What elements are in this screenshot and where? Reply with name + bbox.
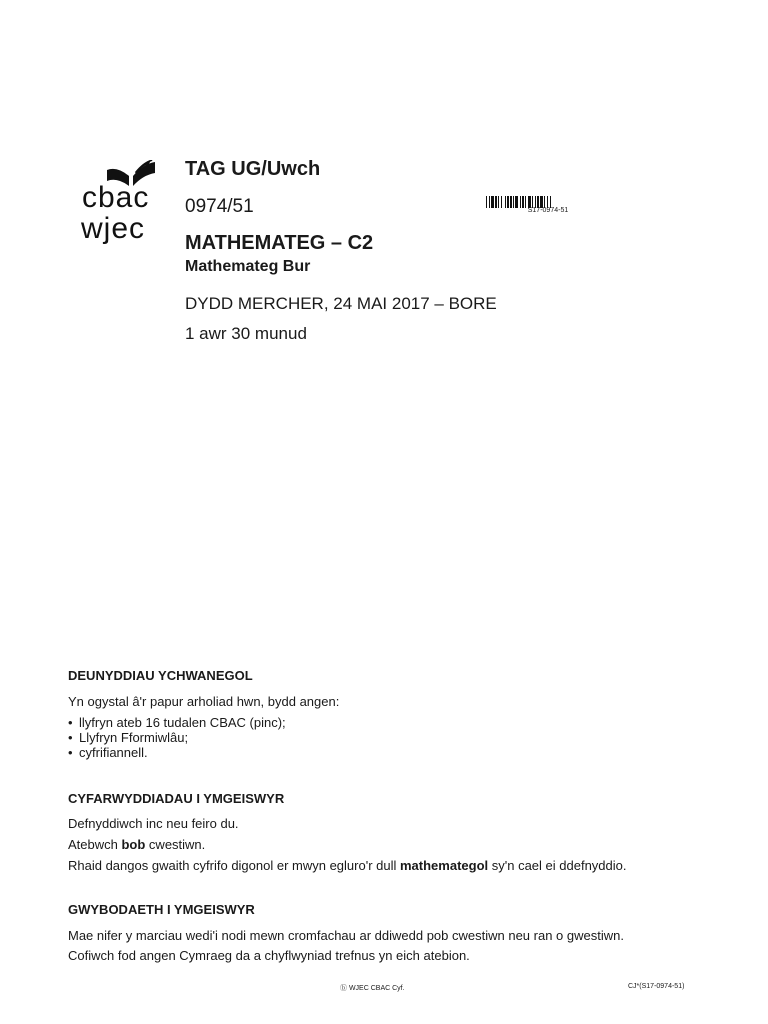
instructions-line-3: [68, 858, 627, 873]
document-code: CJ*(S17-0974-51): [628, 983, 685, 990]
list-item: • Llyfryn Fformiwlâu;: [68, 730, 286, 745]
logo-text-wjec: wjec: [81, 212, 146, 245]
instructions-line-2-pre: Atebwch: [68, 837, 122, 852]
instructions-line-2-bold: bob: [121, 837, 146, 852]
cbac-wjec-logo: [80, 160, 160, 245]
instructions-line-3-bold: mathemategol: [400, 858, 489, 873]
list-item: • llyfryn ateb 16 tudalen CBAC (pinc);: [68, 715, 286, 730]
subject-subtitle: Mathemateg Bur: [185, 258, 311, 275]
instructions-heading: CYFARWYDDIADAU I YMGEISWYR: [68, 791, 285, 806]
list-item: • cyfrifiannell.: [68, 745, 286, 760]
instructions-line-3-post: sy'n cael ei ddefnyddio.: [488, 858, 627, 873]
information-heading: GWYBODAETH I YMGEISWYR: [68, 902, 255, 917]
subject-title: MATHEMATEG – C2: [185, 232, 374, 254]
logo-text-cbac: cbac: [82, 181, 150, 214]
instructions-line-3-pre: Rhaid dangos gwaith cyfrifo digonol er mwyn egluro'r dull: [68, 858, 400, 873]
materials-heading: DEUNYDDIAU YCHWANEGOL: [68, 668, 253, 683]
materials-list: [68, 715, 286, 760]
exam-duration: 1 awr 30 munud: [185, 324, 307, 343]
instructions-line-2: [68, 837, 205, 852]
materials-intro: Yn ogystal â'r papur arholiad hwn, bydd angen:: [68, 694, 340, 709]
information-line-2: Cofiwch fod angen Cymraeg da a chyflwyniad trefnus yn eich atebion.: [68, 948, 470, 963]
barcode-label: S17-0974-51: [527, 207, 569, 214]
exam-date: DYDD MERCHER, 24 MAI 2017 – BORE: [185, 294, 497, 313]
paper-code: 0974/51: [185, 196, 254, 217]
copyright-notice: ⓑ WJEC CBAC Cyf.: [340, 985, 405, 992]
qualification-level: TAG UG/Uwch: [185, 158, 321, 180]
instructions-line-2-post: cwestiwn.: [145, 837, 206, 852]
instructions-line-1: Defnyddiwch inc neu feiro du.: [68, 816, 239, 831]
information-line-1: Mae nifer y marciau wedi'i nodi mewn cromfachau ar ddiwedd pob cwestiwn neu ran o gwestiwn.: [68, 928, 624, 943]
